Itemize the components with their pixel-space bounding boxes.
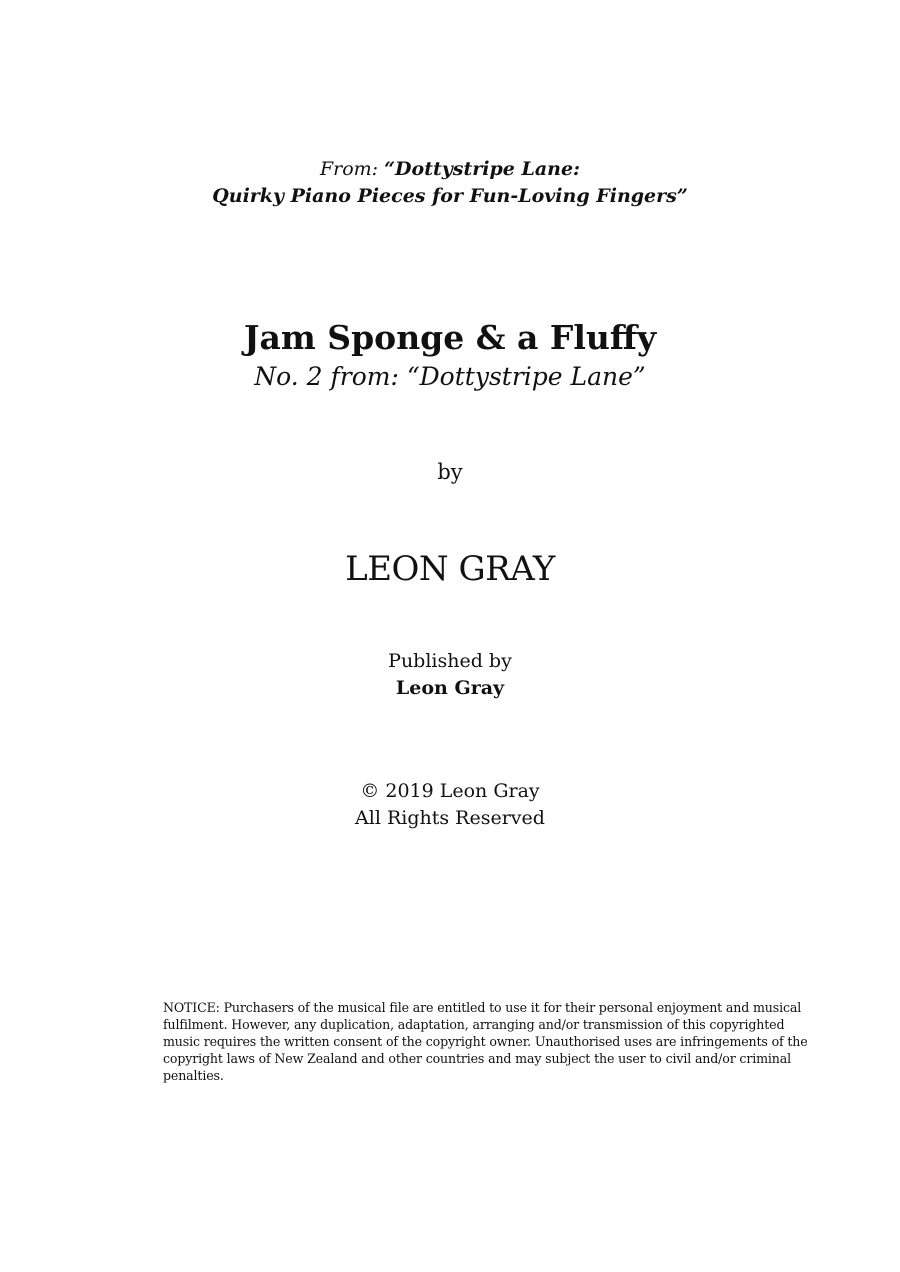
composer-name: LEON GRAY [345,549,555,589]
publisher-block [0,648,900,702]
collection-title-part-1: “Dottystripe Lane: [384,158,581,180]
notice-line: copyright laws of New Zealand and other countries and may subject the user to civil and/or criminal [163,1051,791,1066]
piece-title: Jam Sponge & a Fluffy [243,318,657,357]
source-prefix: From: [319,158,385,180]
copyright-line: © 2019 Leon Gray [360,780,540,802]
notice-line: NOTICE: Purchasers of the musical file are entitled to use it for their personal enjoyment and musical [163,1000,802,1015]
notice-line: fulfilment. However, any duplication, adaptation, arranging and/or transmission of this copyrighted [163,1017,785,1032]
notice-line: penalties. [163,1068,224,1083]
collection-source [0,156,900,210]
notice-line: music requires the written consent of the copyright owner. Unauthorised uses are infringements of the [163,1034,808,1049]
copyright-block [0,778,900,832]
published-by-label: Published by [388,650,512,672]
publisher-name: Leon Gray [395,677,505,699]
collection-title-part-2: Quirky Piano Pieces for Fun-Loving Fingers” [212,185,688,207]
piece-subtitle: No. 2 from: “Dottystripe Lane” [254,362,646,391]
rights-reserved-line: All Rights Reserved [355,807,545,829]
source-line-1 [0,156,900,183]
copyright-notice [163,999,808,1084]
by-label: by [437,460,463,484]
